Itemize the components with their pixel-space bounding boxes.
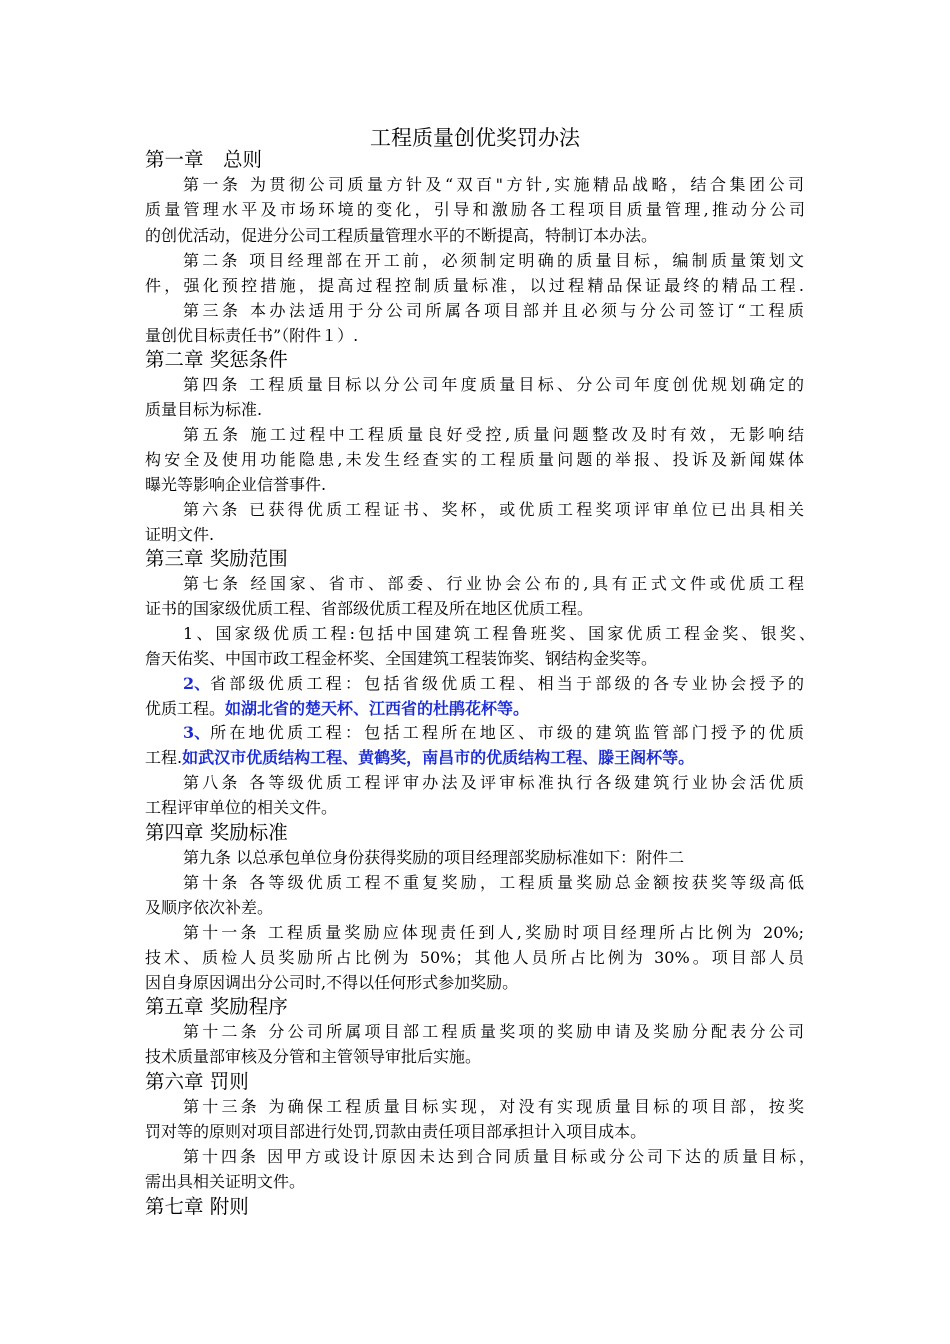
article-5-line: 第五条 施工过程中工程质量良好受控,质量问题整改及时有效，无影响结 <box>183 425 804 444</box>
item-3-line <box>145 747 694 769</box>
item-3-line <box>183 722 804 744</box>
article-1-line: 的创优活动，促进分公司工程质量管理水平的不断提高，特制订本办法。 <box>145 226 658 245</box>
article-5-line: 构安全及使用功能隐患,未发生经查实的工程质量问题的举报、投诉及新闻媒体 <box>145 450 804 469</box>
article-6-line: 证明文件. <box>145 525 215 544</box>
article-13-line: 罚对等的原则对项目部进行处罚,罚款由责任项目部承担计入项目成本。 <box>145 1122 647 1141</box>
article-7-line: 证书的国家级优质工程、省部级优质工程及所在地区优质工程。 <box>145 599 594 618</box>
chapter-2-heading: 第二章 奖惩条件 <box>145 348 288 371</box>
item-3-examples: 如武汉市优质结构工程、黄鹤奖，南昌市的优质结构工程、滕王阁杯等。 <box>182 748 695 767</box>
article-5-line: 曝光等影响企业信誉事件. <box>145 475 327 494</box>
chapter-6-heading: 第六章 罚则 <box>145 1070 249 1093</box>
article-6-line: 第六条 已获得优质工程证书、奖杯，或优质工程奖项评审单位已出具相关 <box>183 500 804 519</box>
article-8-line: 第八条 各等级优质工程评审办法及评审标准执行各级建筑行业协会活优质 <box>183 773 804 792</box>
chapter-5-heading: 第五章 奖励程序 <box>145 995 288 1018</box>
article-10-line: 及顺序依次补差。 <box>145 898 274 917</box>
item-2-text: 优质工程。 <box>145 699 226 718</box>
article-11-line: 技术、质检人员奖励所占比例为 50%；其他人员所占比例为 30%。项目部人员 <box>145 948 804 967</box>
item-2-line <box>145 698 529 720</box>
chapter-1-heading: 第一章 总则 <box>145 148 263 171</box>
article-8-line: 工程评审单位的相关文件。 <box>145 798 338 817</box>
article-12-line: 技术质量部审核及分管和主管领导审批后实施。 <box>145 1047 482 1066</box>
item-2-examples: 如湖北省的楚天杯、江西省的杜鹃花杯等。 <box>225 699 530 718</box>
article-3-line: 第三条 本办法适用于分公司所属各项目部并且必须与分公司签订“工程质 <box>183 301 804 320</box>
chapter-7-heading: 第七章 附则 <box>145 1195 249 1218</box>
article-1-line: 质量管理水平及市场环境的变化，引导和激励各工程项目质量管理,推动分公司 <box>145 200 805 219</box>
chapter-4-heading: 第四章 奖励标准 <box>145 821 288 844</box>
article-9-line: 第九条 以总承包单位身份获得奖励的项目经理部奖励标准如下：附件二 <box>183 848 685 867</box>
chapter-3-heading: 第三章 奖励范围 <box>145 547 288 570</box>
item-2-number: 2、 <box>183 674 211 693</box>
item-1-line: 1、国家级优质工程:包括中国建筑工程鲁班奖、国家优质工程金奖、银奖、 <box>183 624 815 643</box>
article-3-line: 量创优目标责任书”（附件１）. <box>145 326 359 345</box>
item-3-number: 3、 <box>183 723 211 742</box>
article-11-line: 第十一条 工程质量奖励应体现责任到人,奖励时项目经理所占比例为 20%; <box>183 923 804 942</box>
article-2-line: 第二条 项目经理部在开工前，必须制定明确的质量目标，编制质量策划文 <box>183 251 804 270</box>
item-2-text: 省部级优质工程：包括省级优质工程、相当于部级的各专业协会授予的 <box>210 674 804 693</box>
article-4-line: 第四条 工程质量目标以分公司年度质量目标、分公司年度创优规划确定的 <box>183 375 804 394</box>
article-7-line: 第七条 经国家、省市、部委、行业协会公布的,具有正式文件或优质工程 <box>183 574 804 593</box>
article-1-line: 第一条 为贯彻公司质量方针及“双百"方针,实施精品战略，结合集团公司 <box>183 175 804 194</box>
item-3-text: 所在地优质工程：包括工程所在地区、市级的建筑监管部门授予的优质 <box>210 723 804 742</box>
document-title: 工程质量创优奖罚办法 <box>370 126 580 150</box>
article-10-line: 第十条 各等级优质工程不重复奖励，工程质量奖励总金额按获奖等级高低 <box>183 873 804 892</box>
article-14-line: 第十四条 因甲方或设计原因未达到合同质量目标或分公司下达的质量目标， <box>183 1147 815 1166</box>
article-2-line: 件，强化预控措施，提高过程控制质量标准，以过程精品保证最终的精品工程. <box>145 276 804 295</box>
item-1-line: 詹天佑奖、中国市政工程金杯奖、全国建筑工程装饰奖、钢结构金奖等。 <box>145 649 658 668</box>
article-12-line: 第十二条 分公司所属项目部工程质量奖项的奖励申请及奖励分配表分公司 <box>183 1022 804 1041</box>
item-3-text: 工程. <box>145 748 183 767</box>
item-2-line <box>183 673 804 695</box>
article-4-line: 质量目标为标准. <box>145 400 263 419</box>
article-11-line: 因自身原因调出分公司时,不得以任何形式参加奖励。 <box>145 973 519 992</box>
article-14-line: 需出具相关证明文件。 <box>145 1172 306 1191</box>
article-13-line: 第十三条 为确保工程质量目标实现，对没有实现质量目标的项目部，按奖 <box>183 1097 804 1116</box>
